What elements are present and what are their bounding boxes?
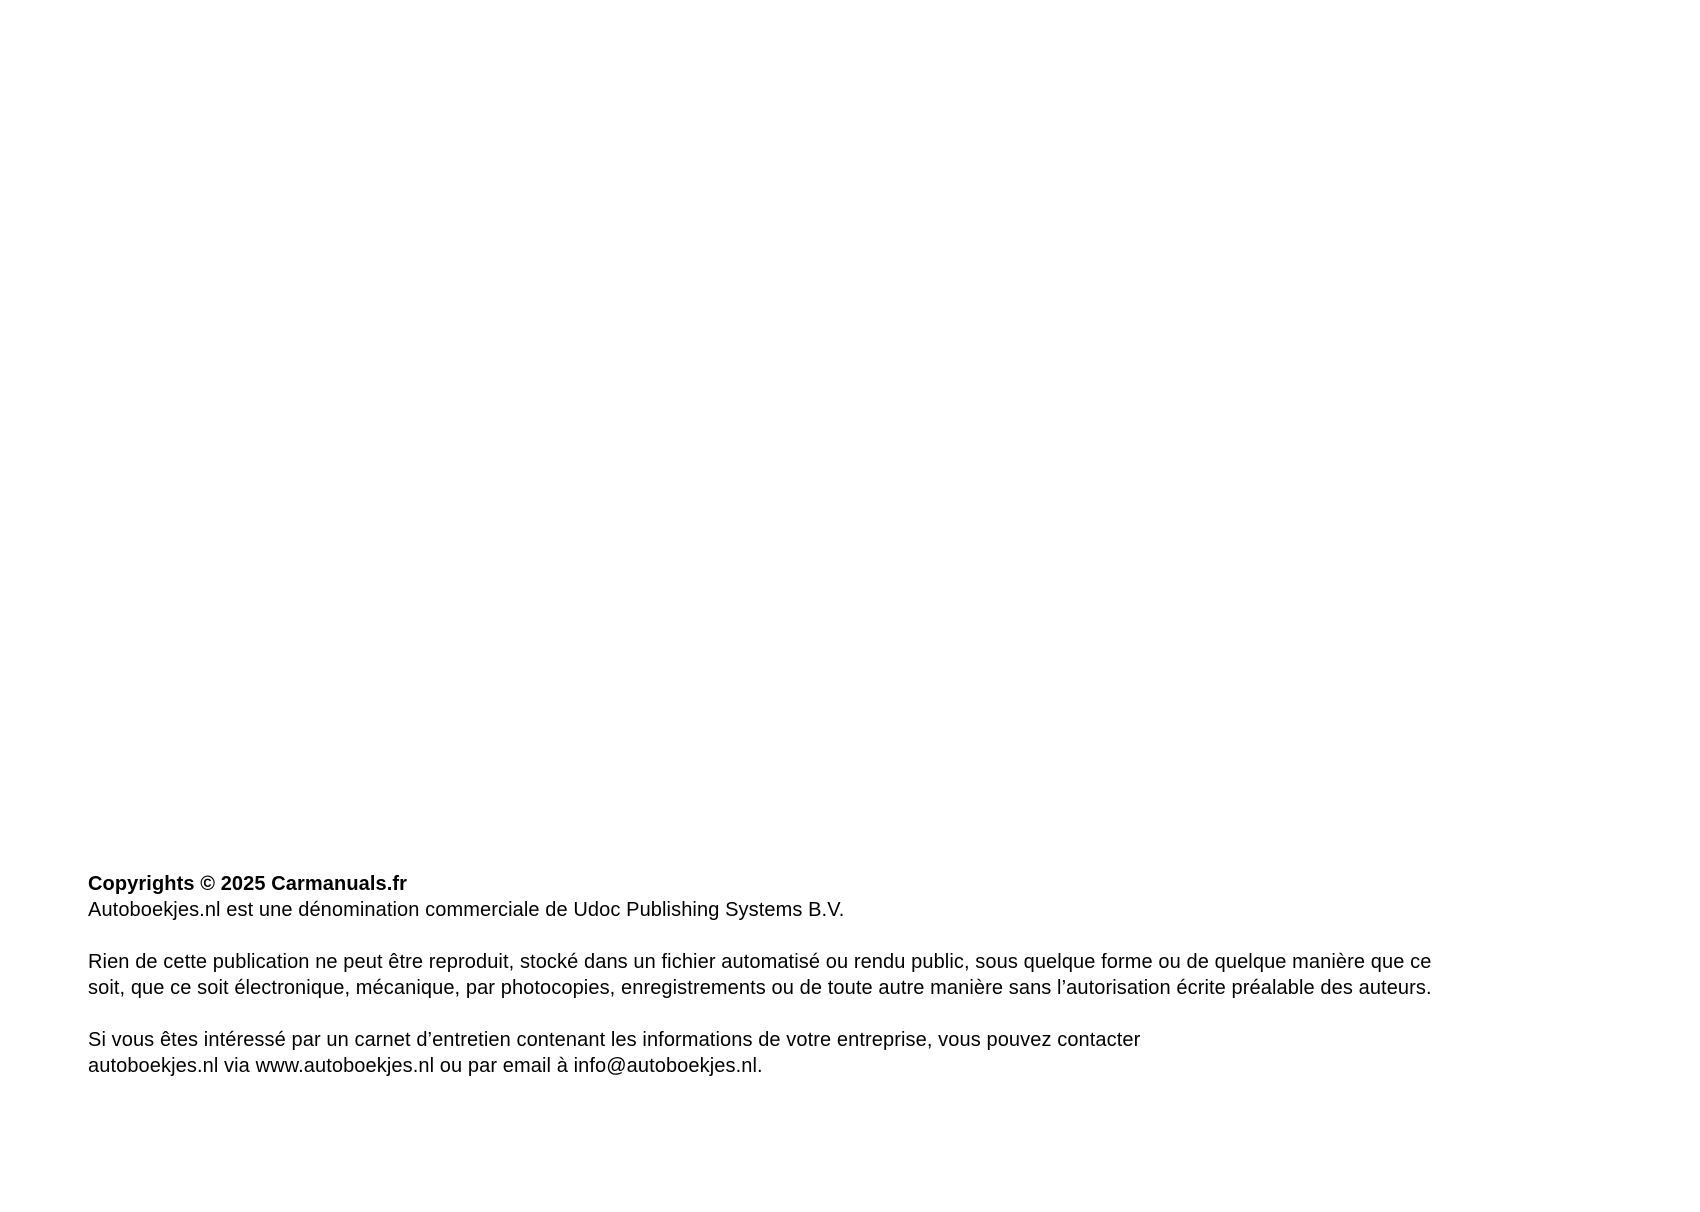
contact-paragraph (88, 1027, 1648, 1079)
copyright-title: Copyrights © 2025 Carmanuals.fr (88, 873, 408, 895)
rights-line-2: soit, que ce soit électronique, mécanique, par photocopies, enregistrements ou de toute autre manière sans l’autorisation écrite préalable des auteurs. (88, 977, 1432, 999)
copyright-text-block (88, 871, 1648, 1079)
contact-line-1: Si vous êtes intéressé par un carnet d’entretien contenant les informations de votre entreprise, vous pouvez contacter (88, 1029, 1141, 1051)
contact-line-2: autoboekjes.nl via www.autoboekjes.nl ou par email à info@autoboekjes.nl. (88, 1055, 763, 1077)
copyright-paragraph (88, 871, 1648, 923)
rights-paragraph (88, 949, 1648, 1001)
rights-line-1: Rien de cette publication ne peut être reproduit, stocké dans un fichier automatisé ou rendu public, sous quelque forme ou de quelque manière que ce (88, 951, 1432, 973)
copyright-subtitle: Autoboekjes.nl est une dénomination commerciale de Udoc Publishing Systems B.V. (88, 899, 845, 921)
